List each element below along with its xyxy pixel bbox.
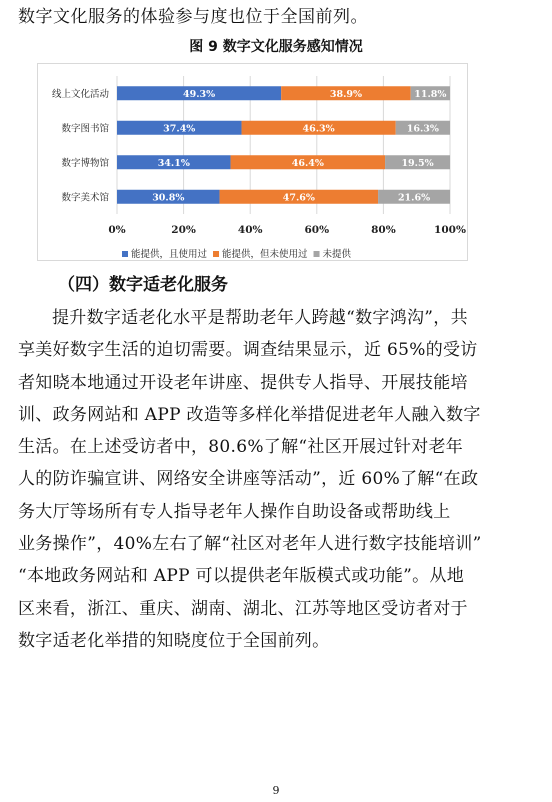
- legend-swatch: [213, 251, 219, 257]
- data-label: 49.3%: [182, 88, 216, 100]
- category-label: 数字图书馆: [61, 123, 109, 135]
- data-label: 37.4%: [163, 123, 196, 135]
- section-heading: （四）数字适老化服务: [58, 275, 228, 295]
- category-label: 数字美术馆: [61, 192, 109, 204]
- category-label: 数字博物馆: [61, 157, 109, 169]
- page-number: 9: [272, 784, 280, 797]
- paragraph-line: 享美好数字生活的迫切需要。调查结果显示，近 65%的受访: [18, 340, 478, 361]
- x-tick-label: 0%: [108, 224, 126, 236]
- paragraph-line: 生活。在上述受访者中，80.6%了解“社区开展过针对老年: [18, 437, 464, 458]
- stacked-bar-chart: [37, 63, 468, 261]
- data-label: 34.1%: [157, 157, 190, 169]
- x-tick-label: 100%: [434, 224, 466, 236]
- paragraph-line: 区来看，浙江、重庆、湖南、湖北、江苏等地区受访者对于: [18, 598, 468, 619]
- legend-swatch: [122, 251, 128, 257]
- data-label: 46.4%: [291, 157, 324, 169]
- data-label: 21.6%: [397, 192, 431, 204]
- data-label: 38.9%: [329, 88, 363, 100]
- x-tick-label: 80%: [371, 224, 396, 236]
- data-label: 16.3%: [406, 123, 439, 135]
- chart-svg: [38, 64, 467, 260]
- paragraph-line: 人的防诈骗宣讲、网络安全讲座等活动”，近 60%了解“在政: [18, 469, 479, 490]
- paragraph-line: 业务操作”，40%左右了解“社区对老年人进行数字技能培训”: [18, 534, 482, 555]
- data-label: 19.5%: [401, 157, 434, 169]
- paragraph-line: 提升数字适老化水平是帮助老年人跨越“数字鸿沟”，共: [52, 308, 468, 328]
- data-label: 30.8%: [152, 192, 185, 204]
- category-label: 线上文化活动: [51, 88, 109, 100]
- x-tick-label: 20%: [171, 224, 196, 236]
- section-paragraph: [18, 302, 530, 657]
- x-tick-label: 60%: [304, 224, 330, 236]
- legend-swatch: [314, 251, 320, 257]
- paragraph-line: 者知晓本地通过开设老年讲座、提供专人指导、开展技能培: [18, 372, 468, 393]
- paragraph-line: 务大厅等场所有专人指导老年人操作自助设备或帮助线上: [18, 501, 451, 522]
- paragraph-line: 数字适老化举措的知晓度位于全国前列。: [18, 630, 330, 651]
- legend-label: 能提供，但未使用过: [222, 249, 308, 260]
- x-tick-label: 40%: [237, 224, 263, 236]
- data-label: 11.8%: [414, 88, 447, 100]
- figure-caption: 图 9 数字文化服务感知情况: [189, 39, 363, 55]
- paragraph-line: 训、政务网站和 APP 改造等多样化举措促进老年人融入数字: [18, 404, 481, 425]
- data-label: 47.6%: [282, 192, 315, 204]
- legend-label: 能提供，且使用过: [131, 249, 208, 260]
- data-label: 46.3%: [302, 123, 335, 135]
- paragraph-line: “本地政务网站和 APP 可以提供老年版模式或功能”。从地: [18, 566, 465, 587]
- intro-text-line: 数字文化服务的体验参与度也位于全国前列。: [18, 7, 368, 27]
- legend-label: 未提供: [322, 249, 352, 260]
